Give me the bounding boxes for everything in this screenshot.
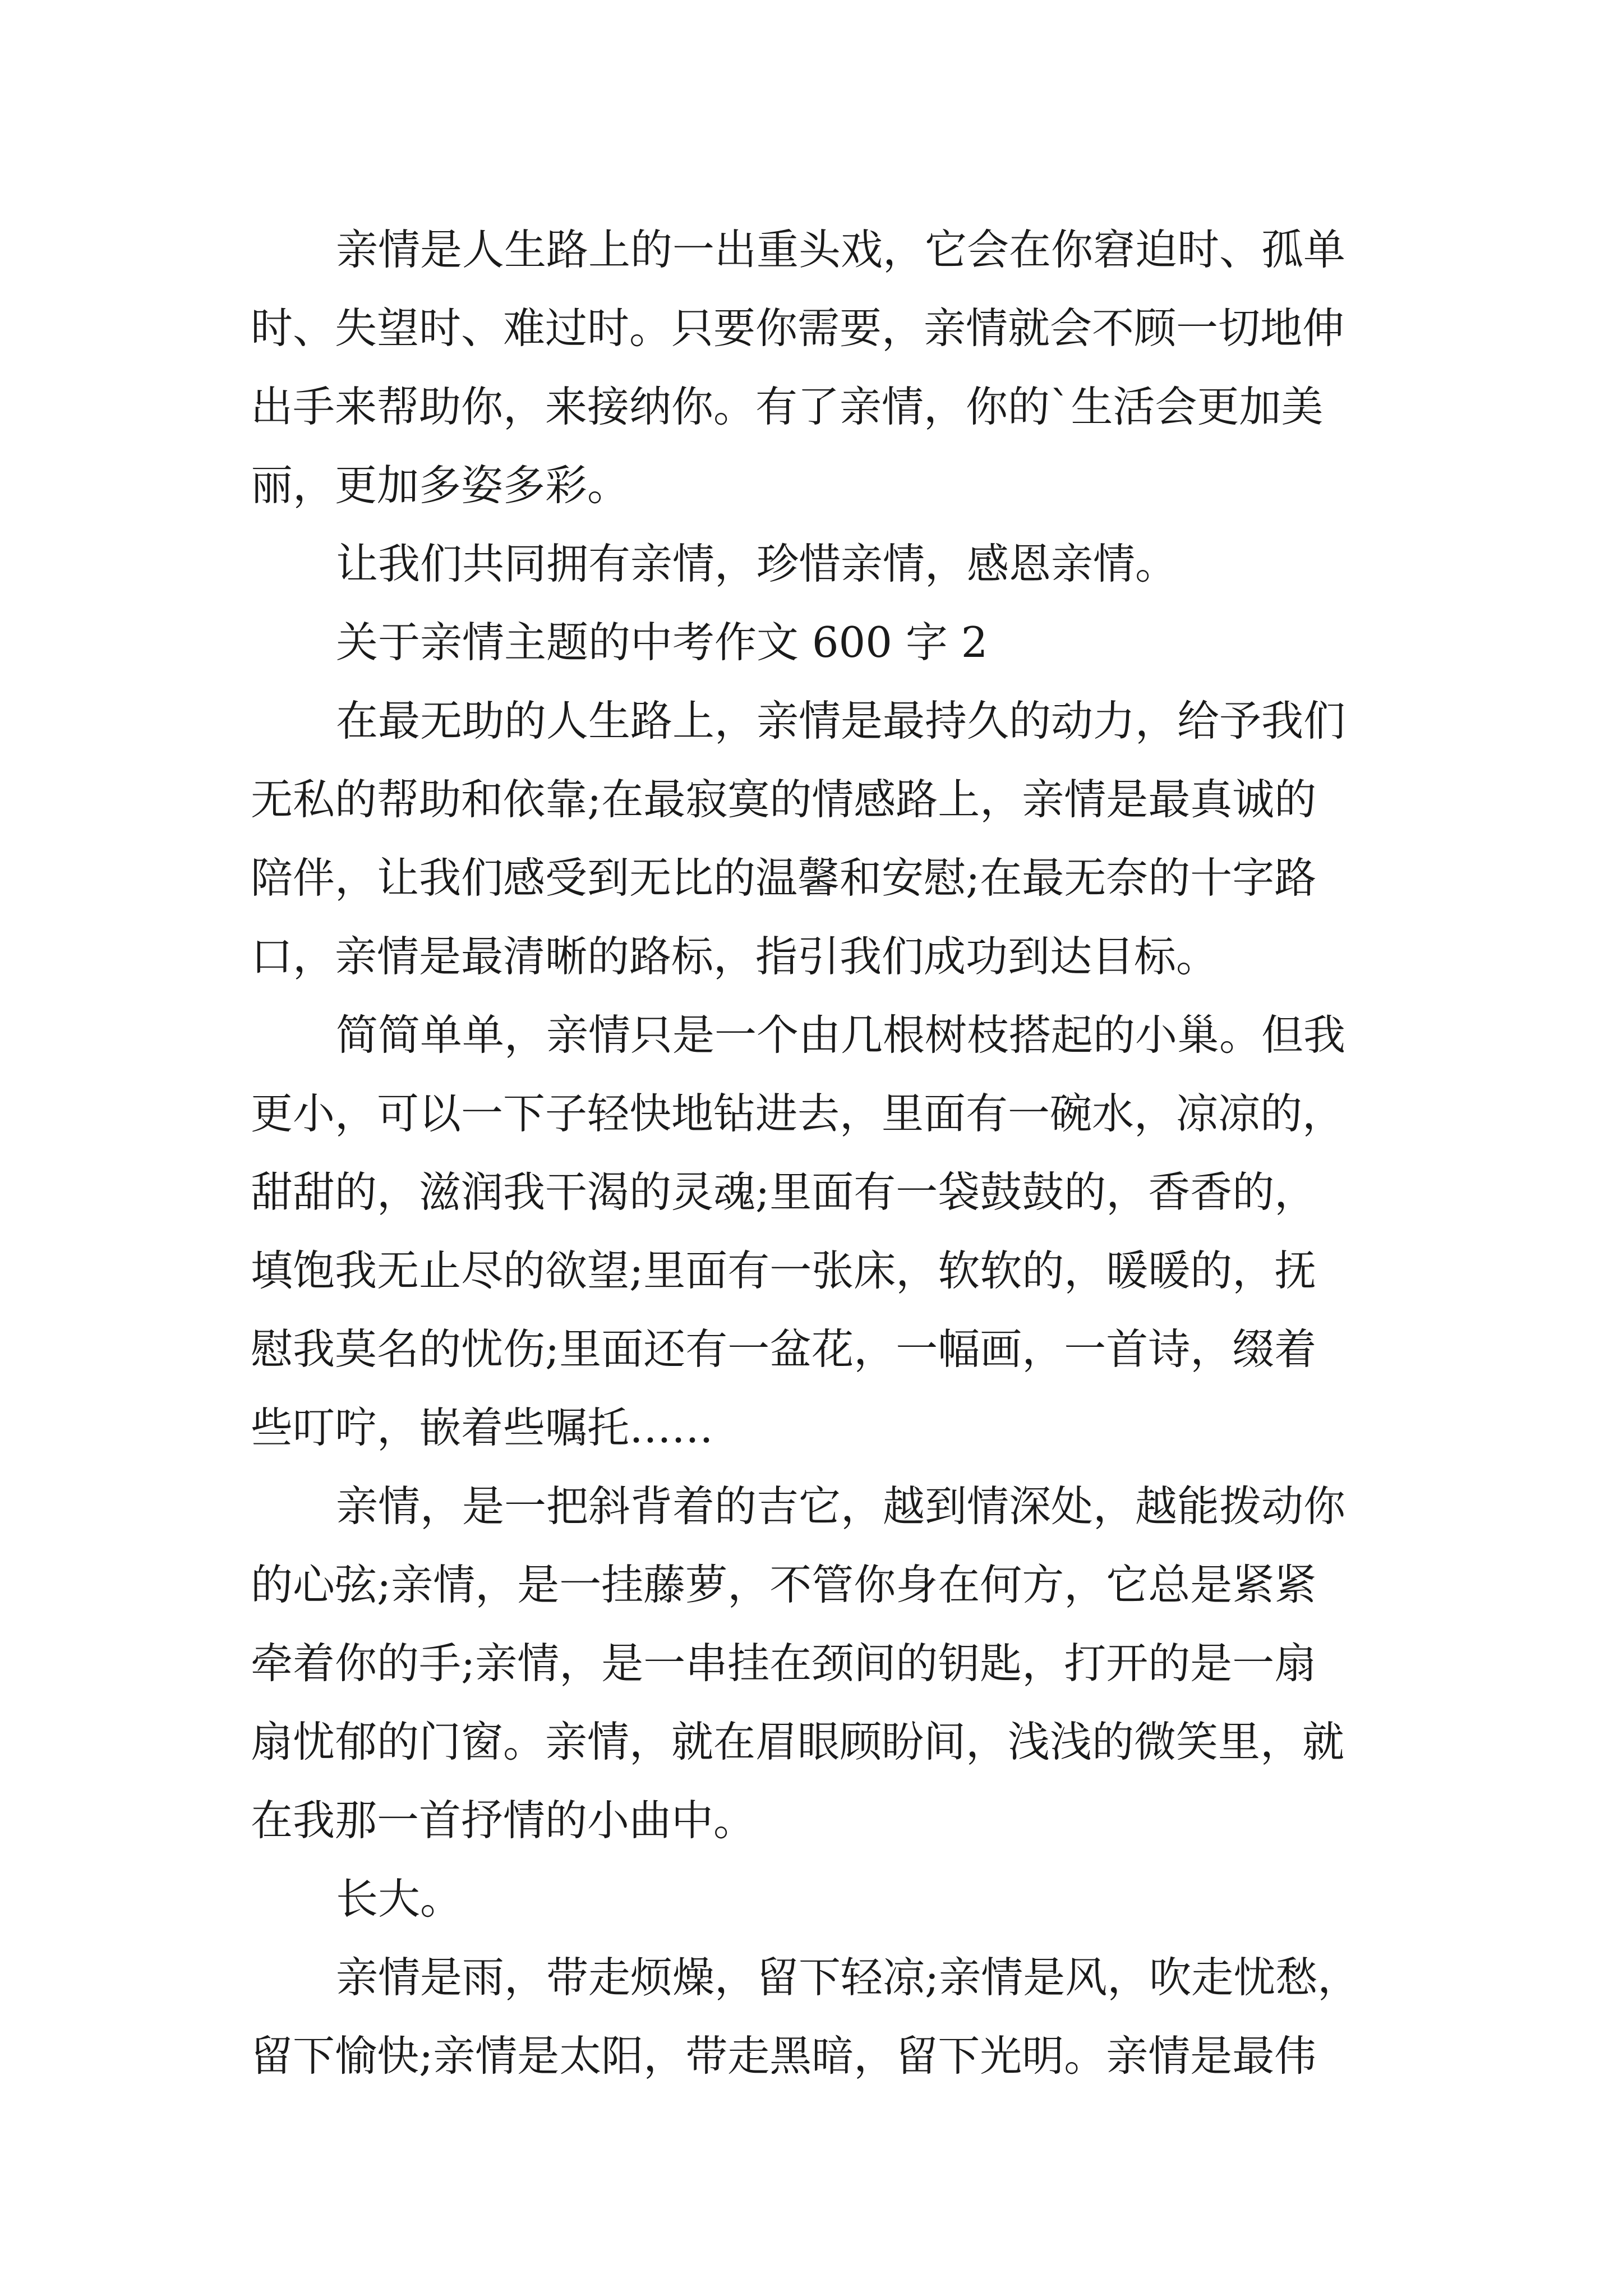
- text-line: 亲情是人生路上的一出重头戏，它会在你窘迫时、孤单: [336, 225, 1346, 274]
- text-line: 无私的帮助和依靠;在最寂寞的情感路上，亲情是最真诚的: [251, 775, 1317, 824]
- text-line: 填饱我无止尽的欲望;里面有一张床，软软的，暖暖的，抚: [251, 1246, 1317, 1295]
- text-line: 慰我莫名的忧伤;里面还有一盆花，一幅画，一首诗，缀着: [251, 1324, 1317, 1374]
- text-line: 的心弦;亲情，是一挂藤萝，不管你身在何方，它总是紧紧: [251, 1560, 1317, 1609]
- text-line: 让我们共同拥有亲情，珍惜亲情，感恩亲情。: [336, 539, 1178, 588]
- text-line: 丽，更加多姿多彩。: [251, 461, 630, 510]
- text-line: 口，亲情是最清晰的路标，指引我们成功到达目标。: [251, 932, 1219, 981]
- section-heading: 关于亲情主题的中考作文 600 字 2: [336, 618, 988, 667]
- text-line: 甜甜的，滋润我干渴的灵魂;里面有一袋鼓鼓的，香香的，: [251, 1167, 1317, 1217]
- text-line: 在最无助的人生路上，亲情是最持久的动力，给予我们: [336, 696, 1346, 746]
- text-line: 更小，可以一下子轻快地钻进去，里面有一碗水，凉凉的，: [251, 1089, 1345, 1138]
- text-column: [251, 210, 1384, 2095]
- text-line: 亲情，是一把斜背着的吉它，越到情深处，越能拨动你: [336, 1481, 1346, 1531]
- text-line: 时、失望时、难过时。只要你需要，亲情就会不顾一切地伸: [251, 303, 1345, 353]
- text-line: 简简单单，亲情只是一个由几根树枝搭起的小巢。但我: [336, 1010, 1346, 1060]
- text-line: 陪伴，让我们感受到无比的温馨和安慰;在最无奈的十字路: [251, 853, 1317, 903]
- text-line: 亲情是雨，带走烦燥，留下轻凉;亲情是风，吹走忧愁，: [336, 1953, 1360, 2002]
- text-line: 些叮咛，嵌着些嘱托……: [251, 1403, 714, 1452]
- text-line: 牵着你的手;亲情，是一串挂在颈间的钥匙，打开的是一扇: [251, 1639, 1317, 1688]
- text-line: 在我那一首抒情的小曲中。: [251, 1796, 756, 1845]
- text-line: 扇忧郁的门窗。亲情，就在眉眼顾盼间，浅浅的微笑里，就: [251, 1717, 1345, 1766]
- text-line: 长大。: [336, 1874, 463, 1924]
- text-line: 留下愉快;亲情是太阳，带走黑暗，留下光明。亲情是最伟: [251, 2031, 1317, 2081]
- text-line: 出手来帮助你，来接纳你。有了亲情，你的`生活会更加美: [251, 382, 1324, 431]
